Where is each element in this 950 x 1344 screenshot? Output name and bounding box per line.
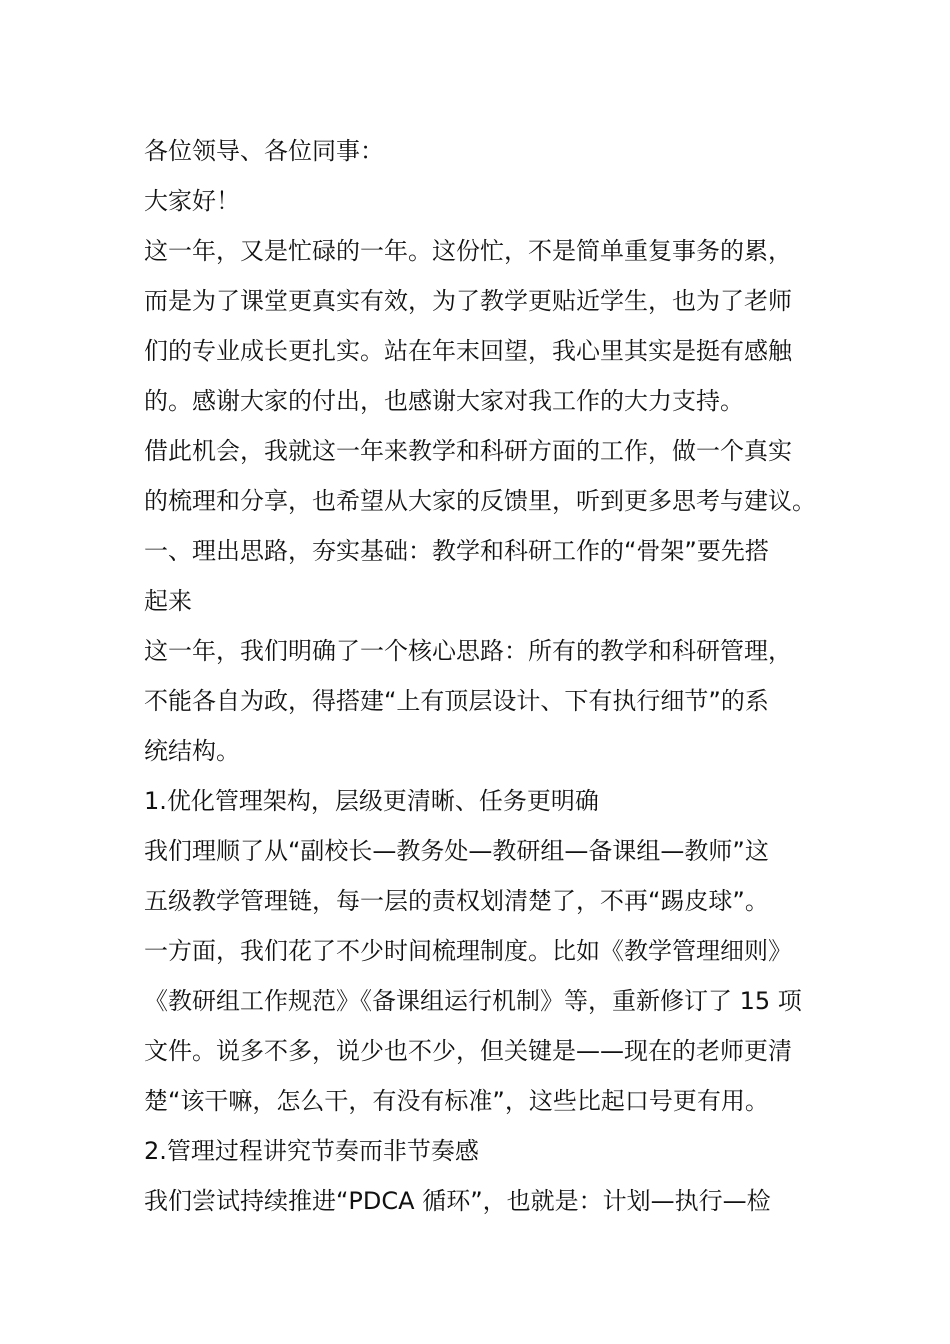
document-body (144, 126, 816, 1226)
paragraph-line: 文件。说多不多，说少也不少，但关键是——现在的老师更清 (144, 1037, 792, 1065)
paragraph-line: 们的专业成长更扎实。站在年末回望，我心里其实是挺有感触 (144, 337, 792, 365)
paragraph-line: 一方面，我们花了不少时间梳理制度。比如《教学管理细则》 (144, 937, 792, 965)
paragraph-line: 《教研组工作规范》《备课组运行机制》等，重新修订了 15 项 (144, 987, 802, 1015)
paragraph-line: 的。感谢大家的付出，也感谢大家对我工作的大力支持。 (144, 387, 744, 415)
paragraph-line: 我们尝试持续推进“PDCA 循环”，也就是：计划—执行—检 (144, 1187, 771, 1215)
paragraph-line: 统结构。 (144, 737, 240, 765)
paragraph-line: 而是为了课堂更真实有效，为了教学更贴近学生，也为了老师 (144, 287, 792, 315)
paragraph-line: 五级教学管理链，每一层的责权划清楚了，不再“踢皮球”。 (144, 887, 769, 915)
section-heading-line: 起来 (144, 587, 192, 615)
section-heading-line: 一、理出思路，夯实基础：教学和科研工作的“骨架”要先搭 (144, 537, 769, 565)
paragraph-line: 不能各自为政，得搭建“上有顶层设计、下有执行细节”的系 (144, 687, 769, 715)
paragraph-line: 借此机会，我就这一年来教学和科研方面的工作，做一个真实 (144, 437, 792, 465)
subheading-line: 2.管理过程讲究节奏而非节奏感 (144, 1137, 479, 1165)
paragraph-line: 楚“该干嘛，怎么干，有没有标准”，这些比起口号更有用。 (144, 1087, 769, 1115)
paragraph-line: 的梳理和分享，也希望从大家的反馈里，听到更多思考与建议。 (144, 487, 816, 515)
subheading-line: 1.优化管理架构，层级更清晰、任务更明确 (144, 787, 599, 815)
paragraph-line: 这一年，又是忙碌的一年。这份忙，不是简单重复事务的累， (144, 237, 792, 265)
salutation-line: 各位领导、各位同事： (144, 137, 384, 165)
paragraph-line: 这一年，我们明确了一个核心思路：所有的教学和科研管理， (144, 637, 792, 665)
greeting-line: 大家好！ (144, 187, 240, 215)
paragraph-line: 我们理顺了从“副校长—教务处—教研组—备课组—教师”这 (144, 837, 769, 865)
